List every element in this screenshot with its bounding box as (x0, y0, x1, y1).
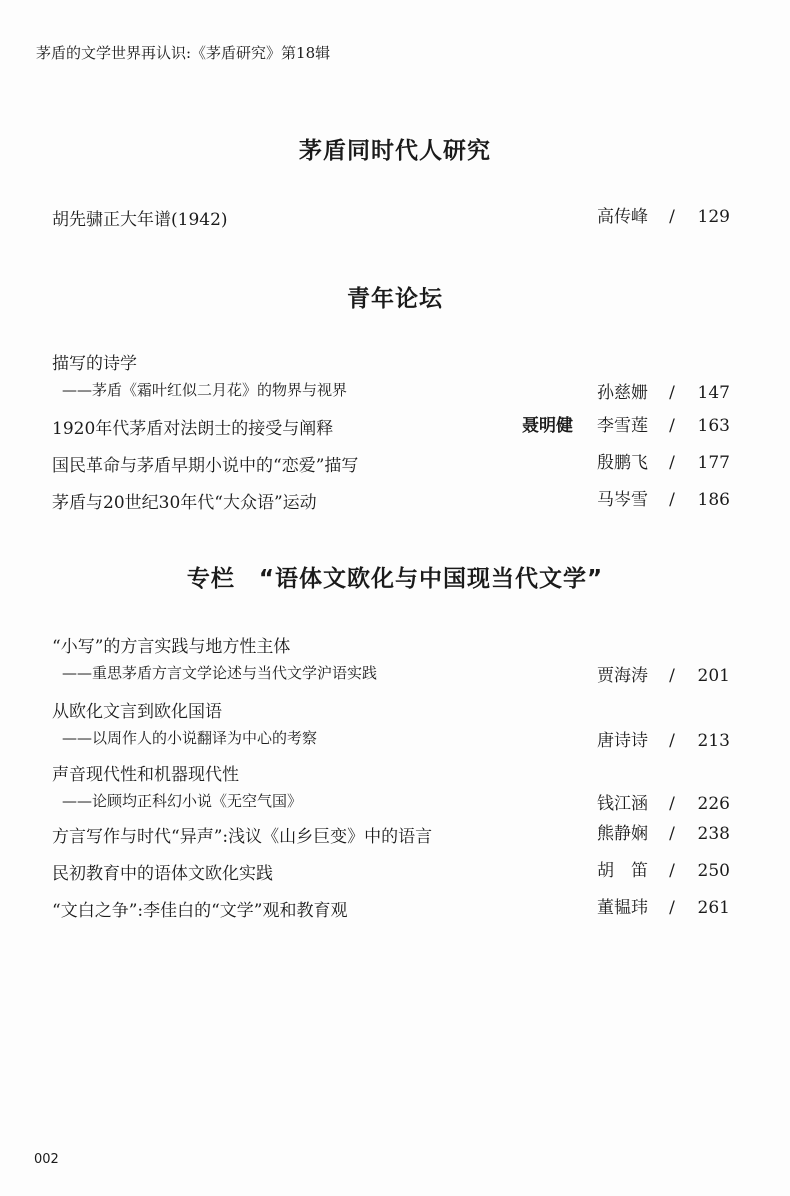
entry-meta (597, 822, 730, 846)
entry-author: 李雪莲 (597, 416, 648, 436)
section-title (0, 560, 790, 593)
entry-author: 钱江涵 (597, 794, 648, 814)
entry-title: 民初教育中的语体文欧化实践 (52, 864, 273, 884)
entry-author: 唐诗诗 (597, 731, 648, 751)
toc-entry (52, 488, 730, 512)
entry-author: 孙慈姗 (597, 383, 648, 403)
entry-separator: / (669, 731, 675, 751)
entry-author: 胡 笛 (597, 861, 648, 881)
entry-title: 1920年代茅盾对法朗士的接受与阐释 (52, 419, 334, 439)
entry-page-number: 226 (697, 794, 730, 814)
entry-page-number: 238 (697, 824, 730, 844)
section-title-prefix: 专栏 (186, 566, 235, 592)
entry-meta (597, 859, 730, 883)
entry-page-number: 201 (697, 666, 730, 686)
toc-entry (52, 451, 730, 475)
entry-page-number: 261 (697, 898, 730, 918)
entry-author: 高传峰 (597, 207, 648, 227)
toc-entry (52, 349, 730, 405)
toc-entry (52, 760, 730, 816)
entry-author: 贾海涛 (597, 666, 648, 686)
entry-meta (597, 451, 730, 475)
entry-author: 马岑雪 (597, 490, 648, 510)
toc-entry (52, 896, 730, 920)
entry-meta (597, 896, 730, 920)
entry-subtitle: ——茅盾《霜叶红似二月花》的物界与视界 (62, 381, 348, 399)
entry-meta (597, 205, 730, 229)
entry-meta (597, 664, 730, 688)
entry-separator: / (669, 453, 675, 473)
section-title (0, 132, 790, 165)
entry-title: 描写的诗学 (52, 354, 137, 374)
entry-title: 国民革命与茅盾早期小说中的“恋爱”描写 (52, 456, 359, 476)
entry-page-number: 163 (697, 416, 730, 436)
entry-page-number: 186 (697, 490, 730, 510)
entry-separator: / (669, 898, 675, 918)
entry-title: 方言写作与时代“异声”:浅议《山乡巨变》中的语言 (52, 827, 433, 847)
entry-title: 胡先骕正大年谱(1942) (52, 210, 228, 230)
entry-separator: / (669, 416, 675, 436)
entry-page-number: 250 (697, 861, 730, 881)
entry-author: 殷鹏飞 (597, 453, 648, 473)
section-title-text: “语体文欧化与中国现当代文学” (258, 566, 604, 592)
entry-separator: / (669, 490, 675, 510)
entry-separator: / (669, 794, 675, 814)
toc-entry (52, 414, 730, 438)
entry-title: “小写”的方言实践与地方性主体 (52, 637, 291, 657)
toc-entry (52, 822, 730, 846)
entry-meta (597, 488, 730, 512)
toc-entry (52, 697, 730, 753)
entry-title: 从欧化文言到欧化国语 (52, 702, 222, 722)
entry-coauthor: 聂明健 (522, 416, 573, 436)
entry-title: 声音现代性和机器现代性 (52, 765, 239, 785)
page-folio: 002 (34, 1152, 59, 1167)
entry-separator: / (669, 383, 675, 403)
entry-author: 董韫玮 (597, 898, 648, 918)
entry-page-number: 129 (697, 207, 730, 227)
entry-page-number: 213 (697, 731, 730, 751)
toc-entry (52, 859, 730, 883)
toc-entry (52, 205, 730, 229)
section-title-text: 青年论坛 (347, 286, 443, 312)
entry-subtitle: ——重思茅盾方言文学论述与当代文学沪语实践 (62, 664, 378, 682)
running-head: 茅盾的文学世界再认识:《茅盾研究》第18辑 (36, 44, 331, 62)
section-title-text: 茅盾同时代人研究 (299, 138, 491, 164)
entry-meta (597, 792, 730, 816)
entry-meta (522, 414, 730, 438)
entry-separator: / (669, 861, 675, 881)
entry-page-number: 147 (697, 383, 730, 403)
entry-subtitle: ——论顾均正科幻小说《无空气国》 (62, 792, 303, 810)
entry-separator: / (669, 666, 675, 686)
entry-separator: / (669, 824, 675, 844)
entry-title: 茅盾与20世纪30年代“大众语”运动 (52, 493, 317, 513)
entry-subtitle: ——以周作人的小说翻译为中心的考察 (62, 729, 318, 747)
section-title (0, 280, 790, 313)
entry-page-number: 177 (697, 453, 730, 473)
entry-meta (597, 381, 730, 405)
entry-separator: / (669, 207, 675, 227)
entry-meta (597, 729, 730, 753)
toc-entry (52, 632, 730, 688)
entry-author: 熊静娴 (597, 824, 648, 844)
entry-title: “文白之争”:李佳白的“文学”观和教育观 (52, 901, 348, 921)
